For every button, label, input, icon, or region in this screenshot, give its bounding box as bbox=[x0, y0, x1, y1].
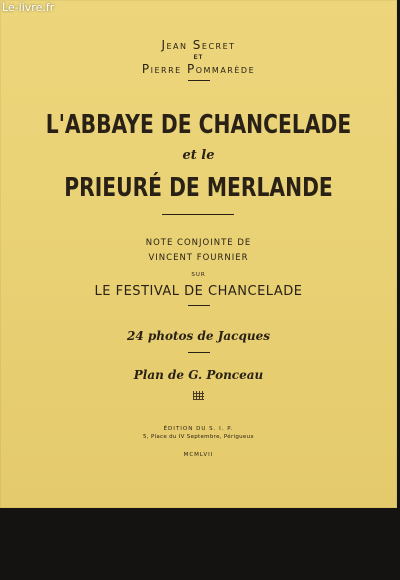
festival-title: LE FESTIVAL DE CHANCELADE bbox=[94, 284, 303, 299]
ornament-icon bbox=[193, 391, 204, 400]
note-line-2: VINCENT FOURNIER bbox=[148, 253, 249, 263]
note-line-3: SUR bbox=[191, 272, 206, 278]
divider-top bbox=[188, 80, 210, 81]
title-line-2: PRIEURÉ DE MERLANDE bbox=[64, 173, 333, 203]
photos-credit: 24 photos de Jacques bbox=[127, 329, 270, 343]
author-conjunction: ET bbox=[193, 55, 204, 61]
author-first: Jean Secret bbox=[161, 38, 236, 52]
publisher-line-1: ÉDITION DU S. I. P. bbox=[163, 426, 234, 432]
plan-credit: Plan de G. Ponceau bbox=[133, 368, 264, 382]
divider-festival bbox=[188, 305, 210, 306]
divider-title bbox=[162, 214, 234, 215]
title-connector: et le bbox=[182, 148, 215, 163]
publisher-year: MCMLVII bbox=[183, 452, 214, 458]
note-line-1: NOTE CONJOINTE DE bbox=[145, 238, 252, 248]
title-line-1: L'ABBAYE DE CHANCELADE bbox=[45, 110, 352, 140]
publisher-line-2: 5, Place du IV Septembre, Périgueux bbox=[143, 434, 254, 440]
author-second: Pierre Pommarède bbox=[141, 62, 256, 76]
divider-photos bbox=[188, 352, 210, 353]
watermark: Le-livre.fr bbox=[2, 1, 55, 14]
